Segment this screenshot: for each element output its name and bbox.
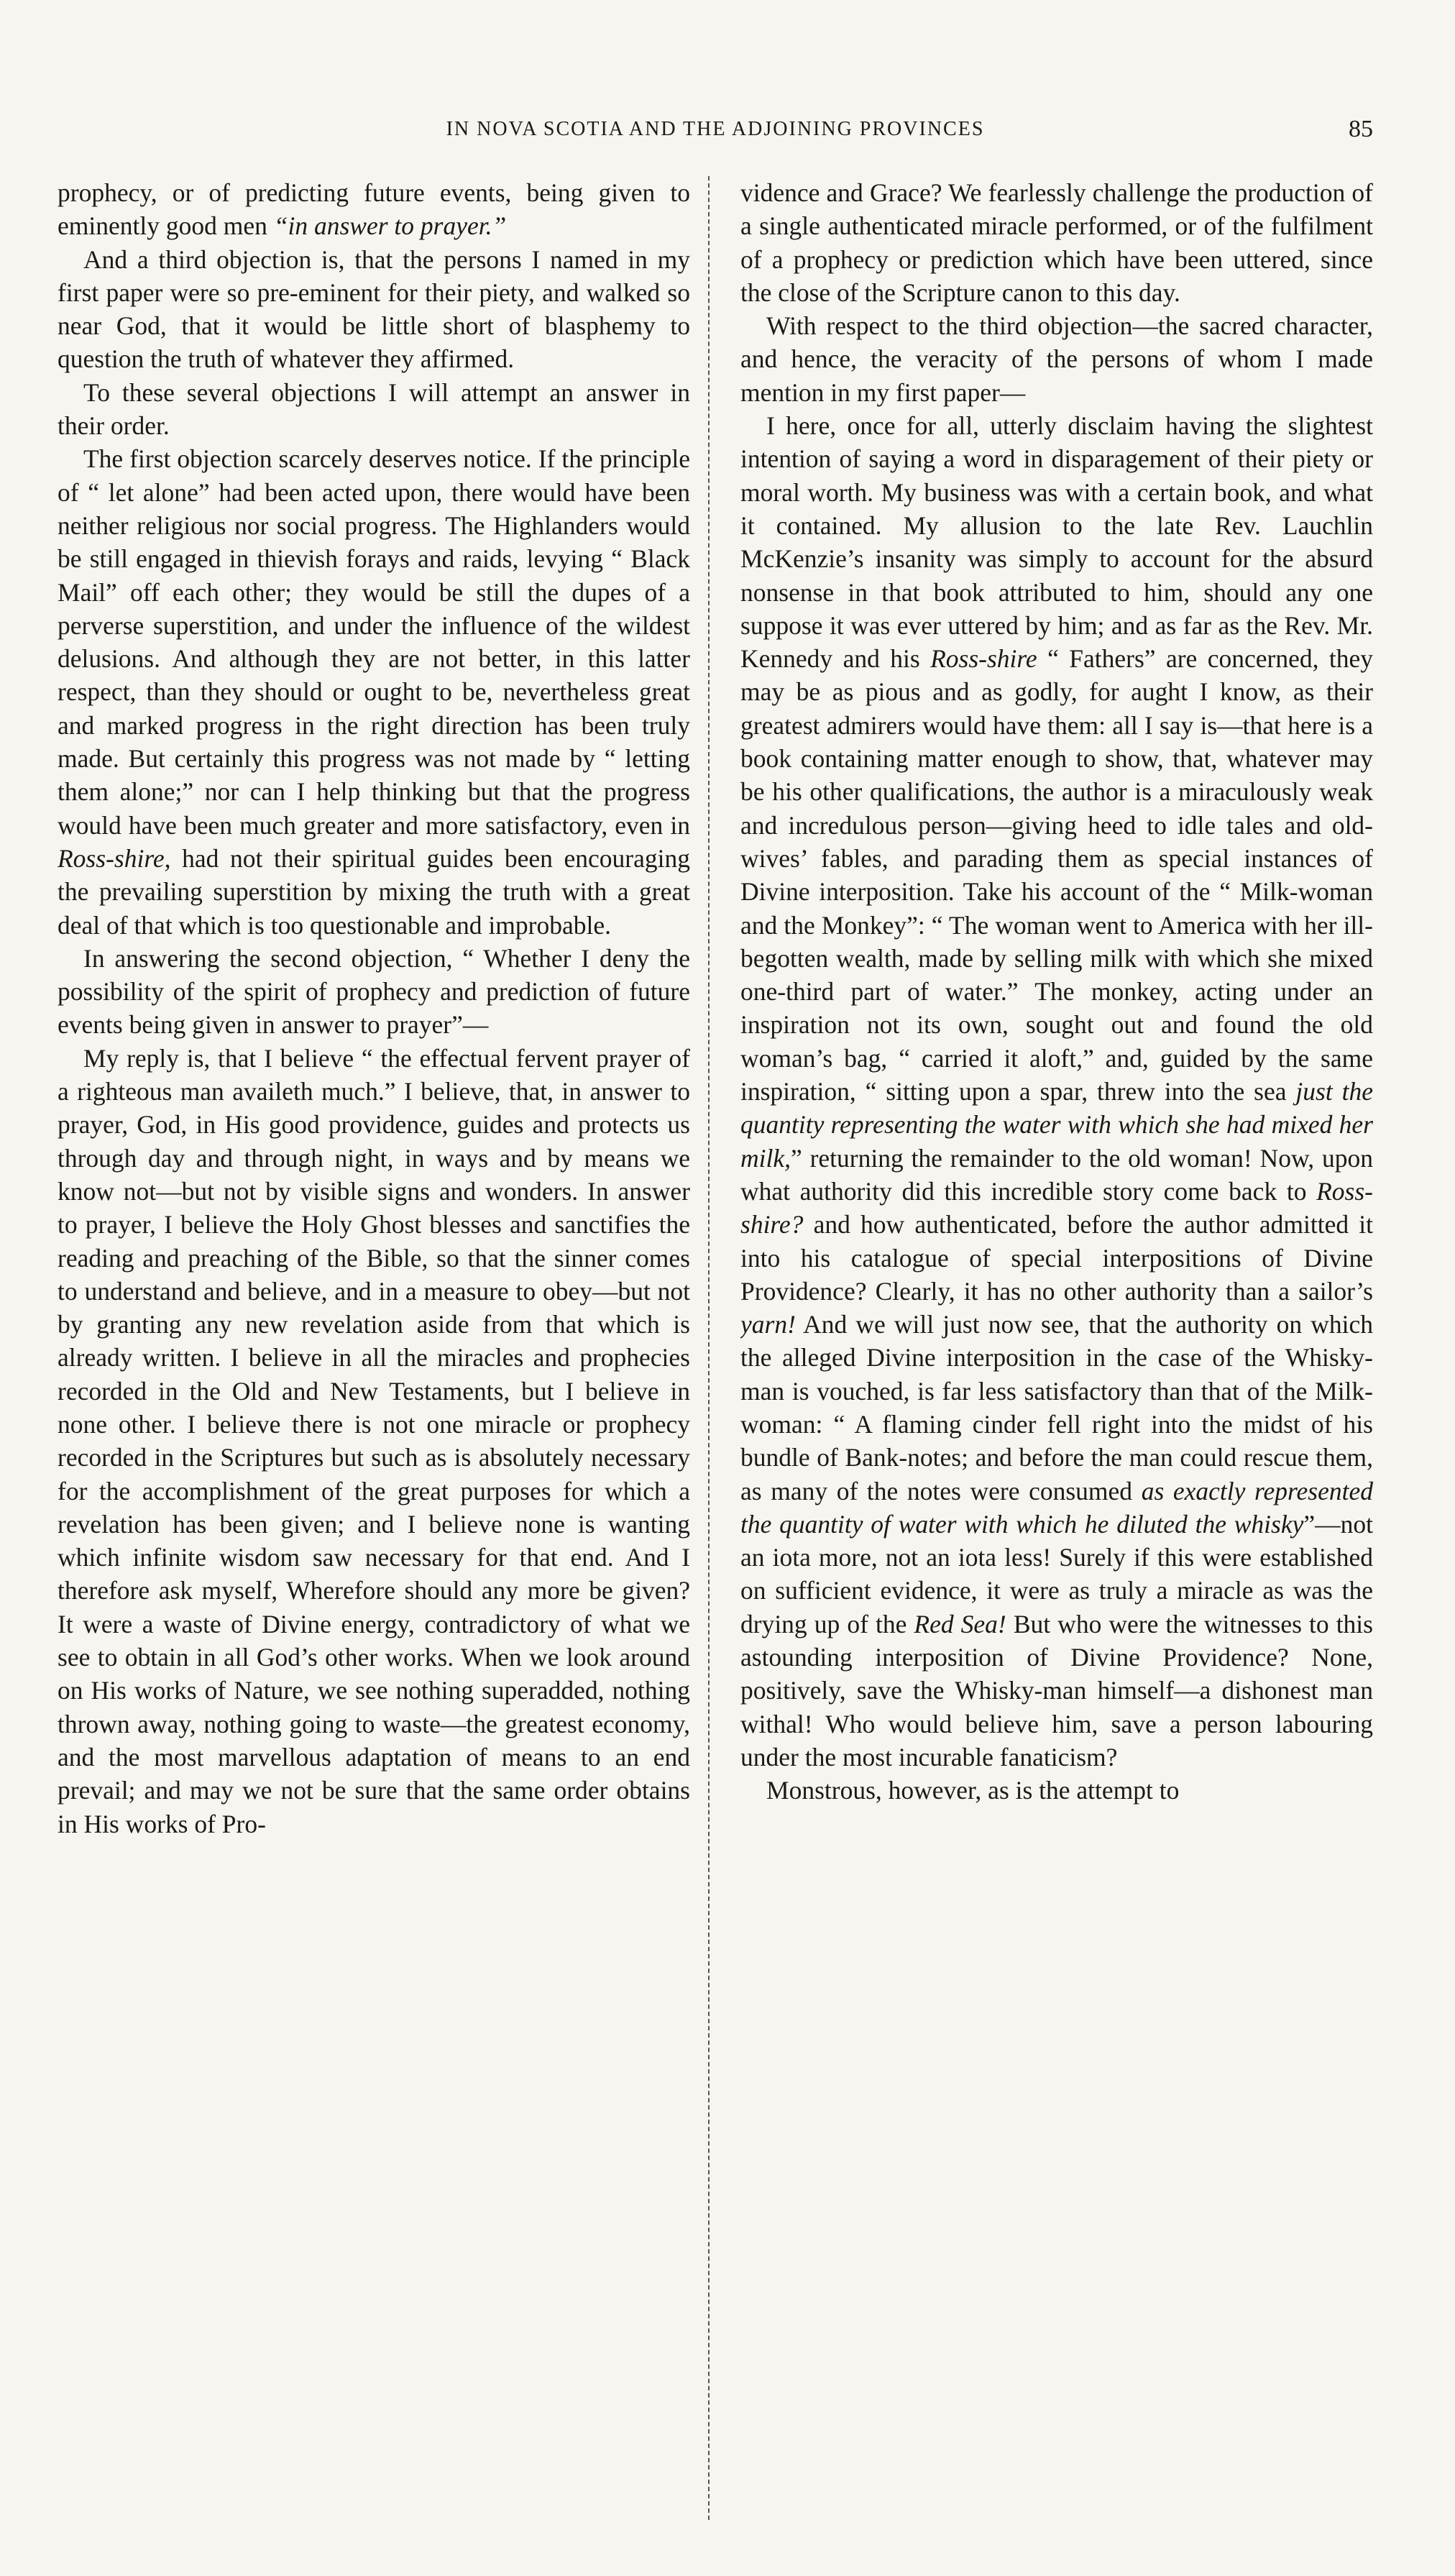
column-divider xyxy=(708,176,710,2520)
left-column xyxy=(58,176,690,2520)
right-paragraph-2: With respect to the third objection—the sacred character, and hence, the veracity of the persons of whom I made mention in my first paper— xyxy=(740,311,1373,407)
page-number: 85 xyxy=(1349,116,1373,142)
left-paragraph-6: My reply is, that I believe “ the effectual fervent prayer of a righteous man availeth much.” I believe, that, in answer to prayer, God, in His good providence, guides and protects us through day and through night, in ways and by means we know not—but not by visible signs and wonders. In answer to prayer, I believe the Holy Ghost blesses and sanctifies the reading and preaching of the Bible, so that the sinner comes to understand and believe, and in a measure to obey—but not by granting any new revelation aside from that which is already written. I believe in all the miracles and prophecies recorded in the Old and New Testaments, but I believe in none other. I believe there is not one miracle or prophecy recorded in the Scriptures but such as is absolutely necessary for the accomplishment of the great purposes for which a revelation has been given; and I believe none is wanting which infinite wisdom saw necessary for that end. And I therefore ask myself, Wherefore should any more be given? It were a waste of Divine energy, contradictory of what we see to obtain in all God’s other works. When we look around on His works of Nature, we see nothing superadded, nothing thrown away, nothing going to waste—the greatest economy, and the most marvellous adaptation of means to an end prevail; and may we not be sure that the same order obtains in His works of Pro- xyxy=(58,1043,690,1838)
right-paragraph-3: I here, once for all, utterly disclaim having the slightest intention of saying a word in disparagement of their piety or moral worth. My business was with a certain book, and what it contained. My allusion to the late Rev. Lauchlin McKenzie’s insanity was simply to account for the absurd nonsense in that book attributed to him, should any one suppose it was ever uttered by him; and as far as the Rev. Mr. Kennedy and his Ross-shire “ Fathers” are concerned, they may be as pious and as godly, for aught I know, as their greatest admirers would have them: all I say is—that here is a book containing matter enough to show, that, whatever may be his other qualifications, the author is a miraculously weak and incredulous person—giving heed to idle tales and old-wives’ fables, and parading them as special instances of Divine interposition. Take his account of the “ Milk-woman and the Monkey”: “ The woman went to America with her ill-begotten wealth, made by selling milk with which she mixed one-third part of water.” The monkey, acting under an inspiration not its own, sought out and found the old woman’s bag, “ carried it aloft,” and, guided by the same inspiration, “ sitting upon a spar, threw into the sea just the quantity representing the water with which she had mixed her milk,” returning the remainder to the old woman! Now, upon what authority did this incredible story come back to Ross-shire? and how authenticated, before the author admitted it into his catalogue of special interpositions of Divine Providence? Clearly, it has no other authority than a sailor’s yarn! And we will just now see, that the authority on which the alleged Divine interposition in the case of the Whisky-man is vouched, is far less satisfactory than that of the Milk-woman: “ A flaming cinder fell right into the midst of his bundle of Bank-notes; and before the man could rescue them, as many of the notes were consumed as exactly represented the quantity of water with which he diluted the whisky”—not an iota more, not an iota less! Surely if this were established on sufficient evidence, it were as truly a miracle as was the drying up of the Red Sea! But who were the witnesses to this astounding interposition of Divine Providence? None, positively, save the Whisky-man himself—a dishonest man withal! Who would believe him, save a person labouring under the most incurable fanaticism? xyxy=(740,411,1373,1771)
running-title: IN NOVA SCOTIA AND THE ADJOINING PROVINCES xyxy=(446,118,985,140)
right-paragraph-4: Monstrous, however, as is the attempt to xyxy=(766,1776,1180,1805)
right-column xyxy=(740,176,1373,2520)
left-paragraph-5: In answering the second objection, “ Whether I deny the possibility of the spirit of prophecy and prediction of future events being given in answer to prayer”— xyxy=(58,943,690,1040)
running-header xyxy=(58,108,1373,151)
left-paragraph-3: To these several objections I will attempt an answer in their order. xyxy=(58,377,690,441)
right-paragraph-1: vidence and Grace? We fearlessly challenge the production of a single authenticated miracle performed, or of the fulfilment of a prophecy or prediction which have been uttered, since the close of the Scripture canon to this day. xyxy=(740,178,1373,307)
left-paragraph-2: And a third objection is, that the persons I named in my first paper were so pre-eminent for their piety, and walked so near God, that it would be little short of blasphemy to question the truth of whatever they affirmed. xyxy=(58,244,690,374)
left-paragraph-1: prophecy, or of predicting future events, being given to eminently good men “in answer to prayer.” xyxy=(58,178,690,241)
book-page xyxy=(58,108,1373,2531)
left-paragraph-4: The first objection scarcely deserves notice. If the principle of “ let alone” had been acted upon, there would have been neither religious nor social progress. The Highlanders would be still engaged in thievish forays and raids, levying “ Black Mail” off each other; they would be still the dupes of a perverse superstition, and under the influence of the wildest delusions. And although they are not better, in this latter respect, than they should or ought to be, nevertheless great and marked progress in the right direction has been truly made. But certainly this progress was not made by “ letting them alone;” nor can I help thinking but that the progress would have been much greater and more satisfactory, even in Ross-shire, had not their spiritual guides been encouraging the prevailing superstition by mixing the truth with a great deal of that which is too questionable and improbable. xyxy=(58,444,690,940)
